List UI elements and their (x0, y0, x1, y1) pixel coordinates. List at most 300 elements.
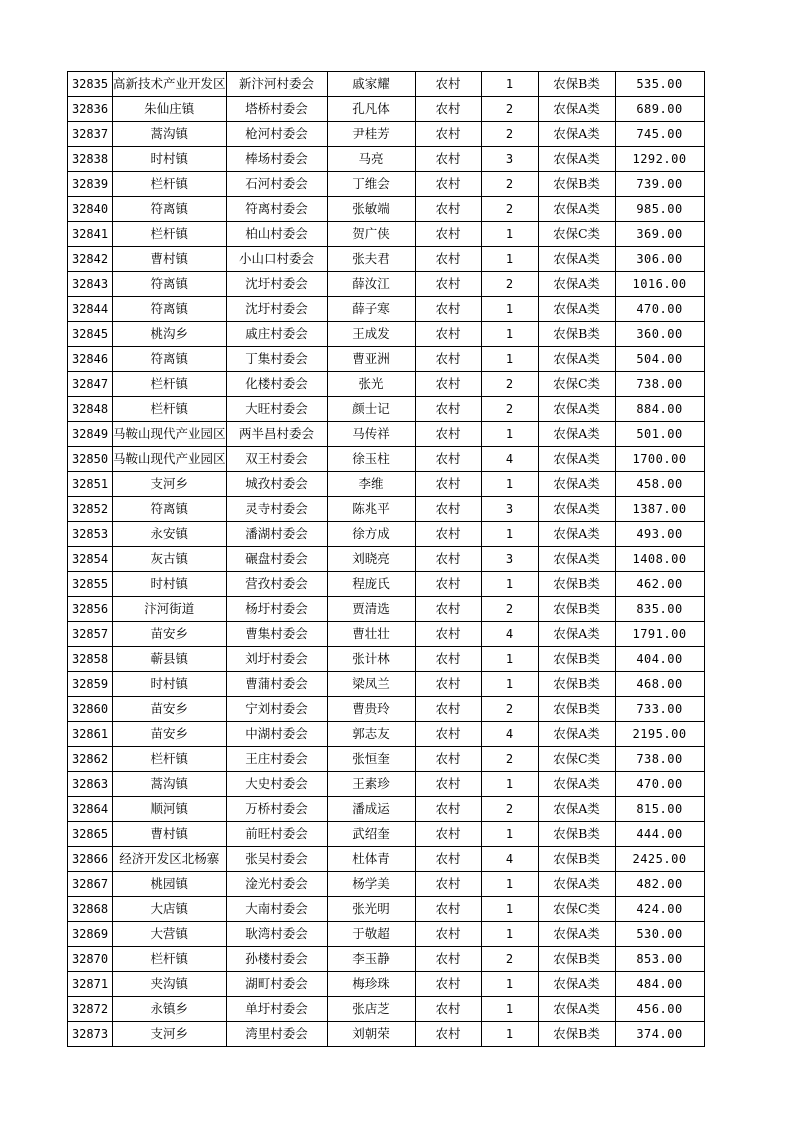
record-id-cell: 32869 (68, 922, 113, 947)
area-type-cell: 农村 (415, 347, 481, 372)
table-row (68, 72, 705, 97)
village-committee-cell: 新汴河村委会 (226, 72, 327, 97)
person-name-cell: 郭志友 (327, 722, 415, 747)
area-type-cell: 农村 (415, 322, 481, 347)
household-count-cell: 1 (481, 822, 538, 847)
household-count-cell: 3 (481, 547, 538, 572)
record-id-cell: 32863 (68, 772, 113, 797)
table-row (68, 772, 705, 797)
area-type-cell: 农村 (415, 822, 481, 847)
insurance-class-cell: 农保A类 (538, 497, 615, 522)
insurance-class-cell: 农保A类 (538, 472, 615, 497)
town-cell (113, 272, 227, 297)
household-count-cell: 4 (481, 447, 538, 472)
insurance-class-cell: 农保C类 (538, 222, 615, 247)
town-text: 时村镇 (150, 676, 189, 691)
village-committee-cell: 张吴村委会 (226, 847, 327, 872)
insurance-class-cell: 农保B类 (538, 1022, 615, 1047)
record-id-cell: 32868 (68, 897, 113, 922)
person-name-cell: 薛汝江 (327, 272, 415, 297)
record-id-cell: 32864 (68, 797, 113, 822)
table-row (68, 972, 705, 997)
amount-cell: 484.00 (615, 972, 704, 997)
person-name-cell: 杜体青 (327, 847, 415, 872)
town-cell (113, 597, 227, 622)
area-type-cell: 农村 (415, 447, 481, 472)
town-text: 符离镇 (150, 351, 189, 366)
record-id-cell: 32843 (68, 272, 113, 297)
household-count-cell: 1 (481, 247, 538, 272)
household-count-cell: 1 (481, 222, 538, 247)
town-cell (113, 247, 227, 272)
village-committee-cell: 杨圩村委会 (226, 597, 327, 622)
town-text: 蕲县镇 (150, 651, 189, 666)
town-text: 顺河镇 (150, 801, 189, 816)
town-text: 时村镇 (150, 151, 189, 166)
household-count-cell: 1 (481, 972, 538, 997)
town-cell (113, 122, 227, 147)
town-text: 曹村镇 (150, 826, 189, 841)
village-committee-cell: 刘圩村委会 (226, 647, 327, 672)
record-id-cell: 32866 (68, 847, 113, 872)
table-row (68, 647, 705, 672)
village-committee-cell: 中湖村委会 (226, 722, 327, 747)
person-name-cell: 张夫君 (327, 247, 415, 272)
insurance-class-cell: 农保B类 (538, 647, 615, 672)
village-committee-cell: 万桥村委会 (226, 797, 327, 822)
record-id-cell: 32852 (68, 497, 113, 522)
village-committee-cell: 曹蒲村委会 (226, 672, 327, 697)
person-name-cell: 尹桂芳 (327, 122, 415, 147)
record-id-cell: 32842 (68, 247, 113, 272)
town-text: 蒿沟镇 (150, 776, 189, 791)
amount-cell: 493.00 (615, 522, 704, 547)
town-text: 曹村镇 (150, 251, 189, 266)
household-count-cell: 2 (481, 747, 538, 772)
amount-cell: 462.00 (615, 572, 704, 597)
person-name-cell: 张计林 (327, 647, 415, 672)
village-committee-cell: 湾里村委会 (226, 1022, 327, 1047)
amount-cell: 745.00 (615, 122, 704, 147)
person-name-cell: 梅珍珠 (327, 972, 415, 997)
area-type-cell: 农村 (415, 547, 481, 572)
household-count-cell: 2 (481, 197, 538, 222)
town-cell (113, 722, 227, 747)
town-cell (113, 347, 227, 372)
table-row (68, 347, 705, 372)
table-row (68, 297, 705, 322)
household-count-cell: 1 (481, 72, 538, 97)
town-cell (113, 522, 227, 547)
table-row (68, 522, 705, 547)
record-id-cell: 32870 (68, 947, 113, 972)
table-row (68, 97, 705, 122)
amount-cell: 853.00 (615, 947, 704, 972)
table-row (68, 422, 705, 447)
record-id-cell: 32865 (68, 822, 113, 847)
record-id-cell: 32844 (68, 297, 113, 322)
area-type-cell: 农村 (415, 1022, 481, 1047)
insurance-class-cell: 农保A类 (538, 147, 615, 172)
household-count-cell: 1 (481, 322, 538, 347)
insurance-class-cell: 农保B类 (538, 672, 615, 697)
records-table-body (68, 72, 705, 1047)
area-type-cell: 农村 (415, 422, 481, 447)
area-type-cell: 农村 (415, 897, 481, 922)
person-name-cell: 曹亚洲 (327, 347, 415, 372)
insurance-class-cell: 农保A类 (538, 272, 615, 297)
village-committee-cell: 前旺村委会 (226, 822, 327, 847)
amount-cell: 404.00 (615, 647, 704, 672)
town-cell (113, 172, 227, 197)
town-cell (113, 922, 227, 947)
household-count-cell: 1 (481, 897, 538, 922)
town-cell (113, 397, 227, 422)
table-row (68, 372, 705, 397)
village-committee-cell: 符离村委会 (226, 197, 327, 222)
area-type-cell: 农村 (415, 272, 481, 297)
town-text: 苗安乡 (150, 701, 189, 716)
area-type-cell: 农村 (415, 397, 481, 422)
town-text: 栏杆镇 (150, 951, 189, 966)
town-cell (113, 822, 227, 847)
record-id-cell: 32845 (68, 322, 113, 347)
area-type-cell: 农村 (415, 297, 481, 322)
table-row (68, 597, 705, 622)
town-cell (113, 872, 227, 897)
village-committee-cell: 曹集村委会 (226, 622, 327, 647)
amount-cell: 739.00 (615, 172, 704, 197)
record-id-cell: 32839 (68, 172, 113, 197)
person-name-cell: 梁凤兰 (327, 672, 415, 697)
village-committee-cell: 城孜村委会 (226, 472, 327, 497)
amount-cell: 369.00 (615, 222, 704, 247)
town-text: 桃沟乡 (150, 326, 189, 341)
table-row (68, 897, 705, 922)
person-name-cell: 徐玉柱 (327, 447, 415, 472)
insurance-class-cell: 农保A类 (538, 122, 615, 147)
insurance-class-cell: 农保B类 (538, 822, 615, 847)
record-id-cell: 32858 (68, 647, 113, 672)
town-text: 永安镇 (150, 526, 189, 541)
person-name-cell: 李维 (327, 472, 415, 497)
person-name-cell: 于敬超 (327, 922, 415, 947)
record-id-cell: 32873 (68, 1022, 113, 1047)
area-type-cell: 农村 (415, 772, 481, 797)
table-row (68, 997, 705, 1022)
amount-cell: 456.00 (615, 997, 704, 1022)
household-count-cell: 2 (481, 947, 538, 972)
town-text: 永镇乡 (150, 1001, 189, 1016)
household-count-cell: 1 (481, 347, 538, 372)
amount-cell: 444.00 (615, 822, 704, 847)
town-cell (113, 622, 227, 647)
household-count-cell: 1 (481, 297, 538, 322)
area-type-cell: 农村 (415, 222, 481, 247)
person-name-cell: 曹贵玲 (327, 697, 415, 722)
record-id-cell: 32836 (68, 97, 113, 122)
area-type-cell: 农村 (415, 72, 481, 97)
insurance-class-cell: 农保A类 (538, 522, 615, 547)
amount-cell: 985.00 (615, 197, 704, 222)
village-committee-cell: 耿湾村委会 (226, 922, 327, 947)
town-text: 大营镇 (150, 926, 189, 941)
amount-cell: 1016.00 (615, 272, 704, 297)
area-type-cell: 农村 (415, 747, 481, 772)
insurance-class-cell: 农保A类 (538, 872, 615, 897)
household-count-cell: 1 (481, 922, 538, 947)
amount-cell: 1292.00 (615, 147, 704, 172)
record-id-cell: 32860 (68, 697, 113, 722)
village-committee-cell: 丁集村委会 (226, 347, 327, 372)
amount-cell: 1791.00 (615, 622, 704, 647)
household-count-cell: 1 (481, 997, 538, 1022)
village-committee-cell: 双王村委会 (226, 447, 327, 472)
amount-cell: 374.00 (615, 1022, 704, 1047)
town-text: 大店镇 (150, 901, 189, 916)
town-text: 苗安乡 (150, 626, 189, 641)
household-count-cell: 4 (481, 722, 538, 747)
area-type-cell: 农村 (415, 122, 481, 147)
person-name-cell: 刘晓亮 (327, 547, 415, 572)
record-id-cell: 32835 (68, 72, 113, 97)
village-committee-cell: 灵寺村委会 (226, 497, 327, 522)
town-cell (113, 847, 227, 872)
insurance-class-cell: 农保B类 (538, 947, 615, 972)
record-id-cell: 32840 (68, 197, 113, 222)
area-type-cell: 农村 (415, 922, 481, 947)
table-row (68, 922, 705, 947)
person-name-cell: 贾清选 (327, 597, 415, 622)
record-id-cell: 32861 (68, 722, 113, 747)
insurance-class-cell: 农保B类 (538, 847, 615, 872)
record-id-cell: 32847 (68, 372, 113, 397)
area-type-cell: 农村 (415, 672, 481, 697)
town-cell (113, 372, 227, 397)
insurance-class-cell: 农保A类 (538, 447, 615, 472)
town-text: 符离镇 (150, 301, 189, 316)
area-type-cell: 农村 (415, 847, 481, 872)
person-name-cell: 刘朝荣 (327, 1022, 415, 1047)
table-row (68, 1022, 705, 1047)
record-id-cell: 32857 (68, 622, 113, 647)
household-count-cell: 3 (481, 497, 538, 522)
household-count-cell: 1 (481, 572, 538, 597)
village-committee-cell: 石河村委会 (226, 172, 327, 197)
amount-cell: 501.00 (615, 422, 704, 447)
area-type-cell: 农村 (415, 372, 481, 397)
village-committee-cell: 碾盘村委会 (226, 547, 327, 572)
amount-cell: 424.00 (615, 897, 704, 922)
town-cell (113, 947, 227, 972)
table-row (68, 322, 705, 347)
village-committee-cell: 大旺村委会 (226, 397, 327, 422)
area-type-cell: 农村 (415, 872, 481, 897)
village-committee-cell: 潘湖村委会 (226, 522, 327, 547)
insurance-class-cell: 农保B类 (538, 172, 615, 197)
household-count-cell: 1 (481, 422, 538, 447)
insurance-class-cell: 农保B类 (538, 322, 615, 347)
insurance-class-cell: 农保C类 (538, 372, 615, 397)
insurance-class-cell: 农保A类 (538, 772, 615, 797)
insurance-class-cell: 农保A类 (538, 797, 615, 822)
record-id-cell: 32846 (68, 347, 113, 372)
person-name-cell: 张光明 (327, 897, 415, 922)
town-text: 符离镇 (150, 201, 189, 216)
area-type-cell: 农村 (415, 497, 481, 522)
town-cell (113, 97, 227, 122)
person-name-cell: 武绍奎 (327, 822, 415, 847)
town-cell (113, 497, 227, 522)
town-cell (113, 422, 227, 447)
table-row (68, 872, 705, 897)
table-row (68, 147, 705, 172)
town-cell (113, 197, 227, 222)
area-type-cell: 农村 (415, 97, 481, 122)
insurance-class-cell: 农保B类 (538, 72, 615, 97)
amount-cell: 738.00 (615, 747, 704, 772)
town-cell (113, 747, 227, 772)
record-id-cell: 32851 (68, 472, 113, 497)
household-count-cell: 1 (481, 1022, 538, 1047)
village-committee-cell: 沈圩村委会 (226, 297, 327, 322)
insurance-class-cell: 农保C类 (538, 897, 615, 922)
household-count-cell: 2 (481, 697, 538, 722)
amount-cell: 884.00 (615, 397, 704, 422)
amount-cell: 2425.00 (615, 847, 704, 872)
record-id-cell: 32871 (68, 972, 113, 997)
household-count-cell: 2 (481, 97, 538, 122)
town-cell (113, 72, 227, 97)
area-type-cell: 农村 (415, 947, 481, 972)
town-cell (113, 697, 227, 722)
town-cell (113, 672, 227, 697)
town-text: 马鞍山现代产业园区 (113, 426, 226, 441)
insurance-class-cell: 农保A类 (538, 972, 615, 997)
town-text: 汴河街道 (144, 601, 195, 616)
town-text: 栏杆镇 (150, 176, 189, 191)
table-row (68, 947, 705, 972)
person-name-cell: 孔凡体 (327, 97, 415, 122)
town-text: 栏杆镇 (150, 751, 189, 766)
amount-cell: 2195.00 (615, 722, 704, 747)
village-committee-cell: 小山口村委会 (226, 247, 327, 272)
household-count-cell: 2 (481, 372, 538, 397)
household-count-cell: 2 (481, 172, 538, 197)
town-text: 支河乡 (150, 1026, 189, 1041)
table-row (68, 547, 705, 572)
record-id-cell: 32872 (68, 997, 113, 1022)
town-text: 灰古镇 (150, 551, 189, 566)
village-committee-cell: 湖町村委会 (226, 972, 327, 997)
town-text: 时村镇 (150, 576, 189, 591)
table-row (68, 747, 705, 772)
town-cell (113, 997, 227, 1022)
village-committee-cell: 大南村委会 (226, 897, 327, 922)
town-cell (113, 547, 227, 572)
town-cell (113, 322, 227, 347)
village-committee-cell: 单圩村委会 (226, 997, 327, 1022)
town-cell (113, 147, 227, 172)
insurance-class-cell: 农保A类 (538, 247, 615, 272)
person-name-cell: 马亮 (327, 147, 415, 172)
amount-cell: 530.00 (615, 922, 704, 947)
person-name-cell: 李玉静 (327, 947, 415, 972)
table-row (68, 472, 705, 497)
record-id-cell: 32862 (68, 747, 113, 772)
town-text: 高新技术产业开发区 (113, 76, 226, 91)
amount-cell: 733.00 (615, 697, 704, 722)
town-text: 经济开发区北杨寨 (119, 851, 220, 866)
person-name-cell: 丁维会 (327, 172, 415, 197)
record-id-cell: 32856 (68, 597, 113, 622)
town-cell (113, 572, 227, 597)
town-cell (113, 1022, 227, 1047)
town-cell (113, 647, 227, 672)
area-type-cell: 农村 (415, 147, 481, 172)
table-row (68, 397, 705, 422)
household-count-cell: 4 (481, 622, 538, 647)
village-committee-cell: 枪河村委会 (226, 122, 327, 147)
town-cell (113, 897, 227, 922)
town-cell (113, 772, 227, 797)
amount-cell: 504.00 (615, 347, 704, 372)
table-row (68, 122, 705, 147)
amount-cell: 535.00 (615, 72, 704, 97)
town-cell (113, 297, 227, 322)
amount-cell: 470.00 (615, 297, 704, 322)
record-id-cell: 32850 (68, 447, 113, 472)
town-text: 栏杆镇 (150, 401, 189, 416)
table-row (68, 172, 705, 197)
person-name-cell: 曹壮壮 (327, 622, 415, 647)
household-count-cell: 2 (481, 272, 538, 297)
person-name-cell: 戚家耀 (327, 72, 415, 97)
area-type-cell: 农村 (415, 172, 481, 197)
amount-cell: 1387.00 (615, 497, 704, 522)
area-type-cell: 农村 (415, 622, 481, 647)
town-cell (113, 222, 227, 247)
village-committee-cell: 王庄村委会 (226, 747, 327, 772)
insurance-class-cell: 农保A类 (538, 297, 615, 322)
insurance-class-cell: 农保B类 (538, 597, 615, 622)
insurance-class-cell: 农保A类 (538, 722, 615, 747)
table-row (68, 497, 705, 522)
person-name-cell: 张店芝 (327, 997, 415, 1022)
household-count-cell: 1 (481, 772, 538, 797)
insurance-class-cell: 农保A类 (538, 422, 615, 447)
amount-cell: 1408.00 (615, 547, 704, 572)
area-type-cell: 农村 (415, 972, 481, 997)
town-text: 桃园镇 (150, 876, 189, 891)
insurance-class-cell: 农保A类 (538, 622, 615, 647)
household-count-cell: 2 (481, 797, 538, 822)
insurance-class-cell: 农保A类 (538, 547, 615, 572)
amount-cell: 458.00 (615, 472, 704, 497)
household-count-cell: 2 (481, 397, 538, 422)
town-text: 栏杆镇 (150, 226, 189, 241)
area-type-cell: 农村 (415, 472, 481, 497)
household-count-cell: 1 (481, 672, 538, 697)
amount-cell: 468.00 (615, 672, 704, 697)
person-name-cell: 王素珍 (327, 772, 415, 797)
town-text: 栏杆镇 (150, 376, 189, 391)
area-type-cell: 农村 (415, 572, 481, 597)
table-row (68, 222, 705, 247)
area-type-cell: 农村 (415, 247, 481, 272)
record-id-cell: 32841 (68, 222, 113, 247)
village-committee-cell: 棒场村委会 (226, 147, 327, 172)
